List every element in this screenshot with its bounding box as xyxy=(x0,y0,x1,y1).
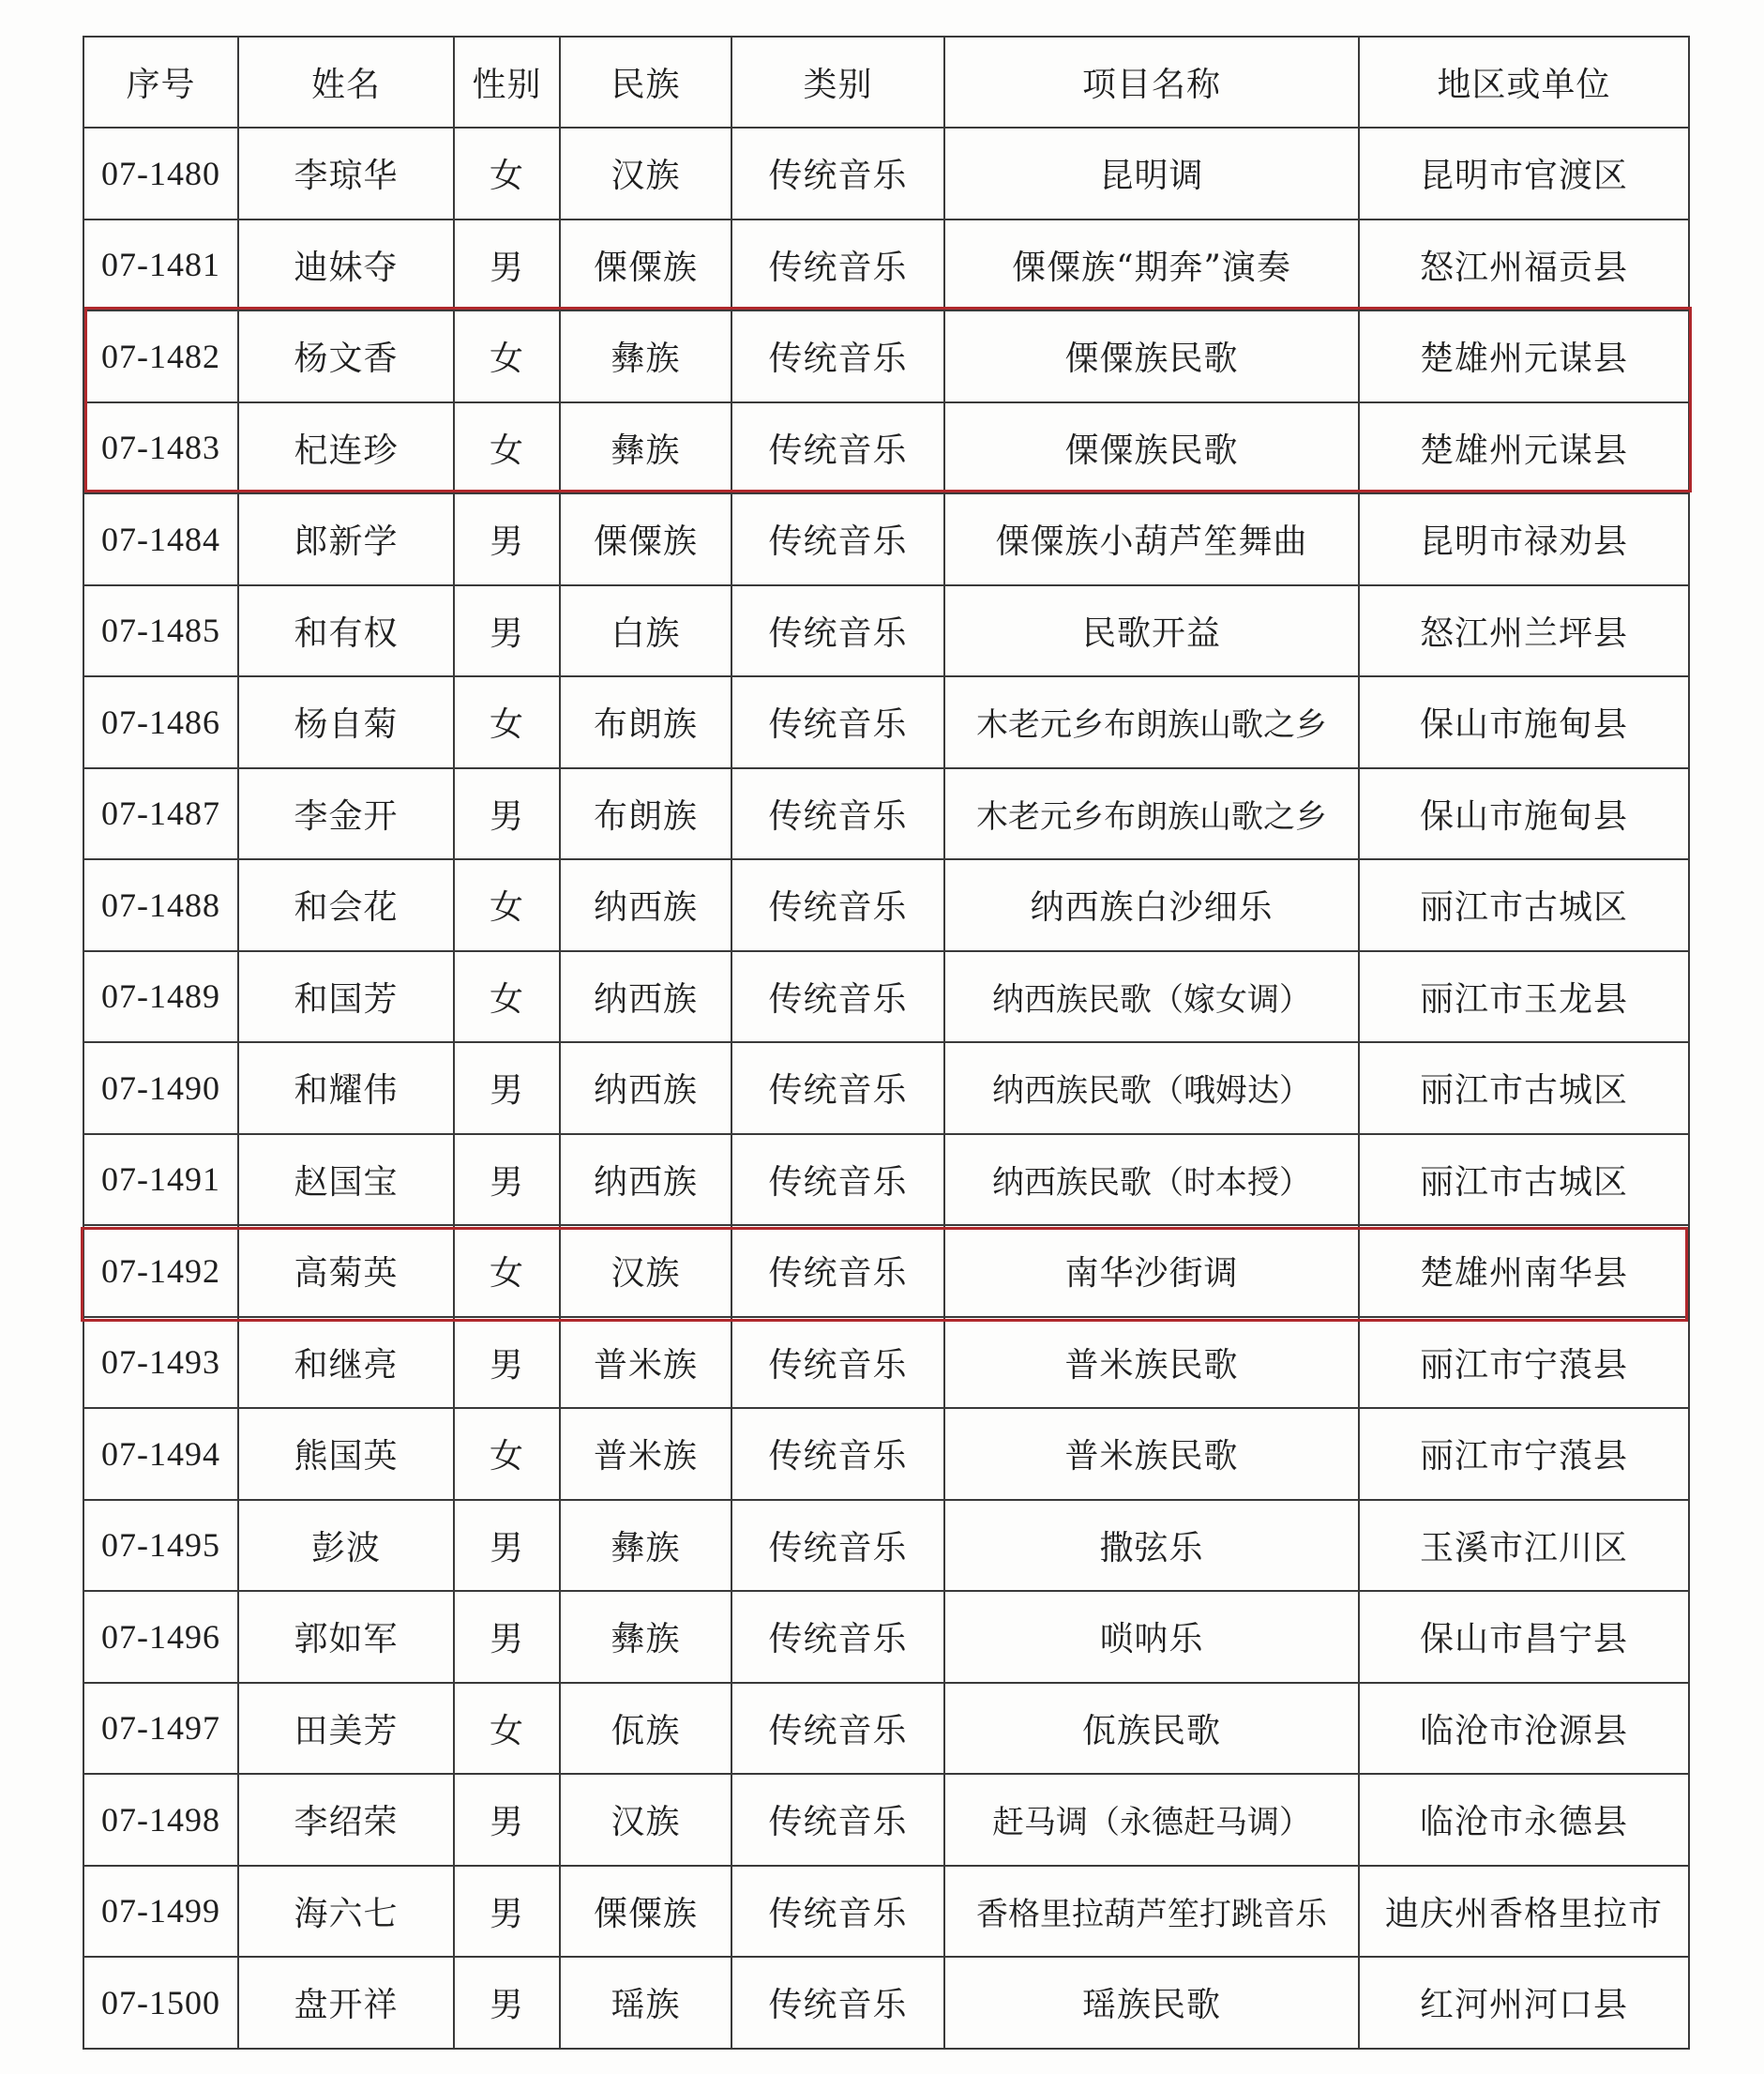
table-row xyxy=(83,1042,1689,1134)
cell-project-name: 纳西族民歌（时本授） xyxy=(944,1134,1359,1226)
cell-ethnicity: 傈僳族 xyxy=(560,493,731,585)
cell-gender: 女 xyxy=(454,951,560,1043)
cell-region: 丽江市玉龙县 xyxy=(1359,951,1689,1043)
cell-serial-number: 07-1491 xyxy=(83,1134,238,1226)
cell-gender: 男 xyxy=(454,1500,560,1592)
cell-serial-number: 07-1498 xyxy=(83,1774,238,1866)
cell-name: 郎新学 xyxy=(238,493,454,585)
header-name: 姓名 xyxy=(238,37,454,128)
cell-category: 传统音乐 xyxy=(731,1500,944,1592)
cell-project-name: 瑶族民歌 xyxy=(944,1957,1359,2049)
cell-ethnicity: 汉族 xyxy=(560,1774,731,1866)
cell-ethnicity: 彝族 xyxy=(560,1500,731,1592)
cell-region: 迪庆州香格里拉市 xyxy=(1359,1866,1689,1958)
cell-region: 临沧市永德县 xyxy=(1359,1774,1689,1866)
header-project-name: 项目名称 xyxy=(944,37,1359,128)
header-gender: 性别 xyxy=(454,37,560,128)
cell-category: 传统音乐 xyxy=(731,585,944,677)
cell-gender: 男 xyxy=(454,1134,560,1226)
cell-serial-number: 07-1481 xyxy=(83,220,238,311)
cell-region: 怒江州福贡县 xyxy=(1359,220,1689,311)
cell-serial-number: 07-1487 xyxy=(83,768,238,860)
cell-gender: 男 xyxy=(454,220,560,311)
cell-category: 传统音乐 xyxy=(731,1591,944,1683)
cell-serial-number: 07-1483 xyxy=(83,402,238,494)
cell-ethnicity: 彝族 xyxy=(560,402,731,494)
cell-name: 和耀伟 xyxy=(238,1042,454,1134)
cell-gender: 女 xyxy=(454,402,560,494)
cell-serial-number: 07-1497 xyxy=(83,1683,238,1775)
cell-category: 传统音乐 xyxy=(731,1683,944,1775)
cell-gender: 女 xyxy=(454,1683,560,1775)
cell-name: 赵国宝 xyxy=(238,1134,454,1226)
table-header-row xyxy=(83,37,1689,128)
cell-project-name: 民歌开益 xyxy=(944,585,1359,677)
cell-name: 杞连珍 xyxy=(238,402,454,494)
cell-region: 保山市施甸县 xyxy=(1359,768,1689,860)
cell-project-name: 纳西族白沙细乐 xyxy=(944,859,1359,951)
cell-category: 传统音乐 xyxy=(731,1866,944,1958)
cell-name: 杨自菊 xyxy=(238,676,454,768)
cell-category: 传统音乐 xyxy=(731,1225,944,1317)
cell-region: 丽江市古城区 xyxy=(1359,1042,1689,1134)
table-row xyxy=(83,859,1689,951)
cell-category: 传统音乐 xyxy=(731,1042,944,1134)
cell-serial-number: 07-1496 xyxy=(83,1591,238,1683)
table-row xyxy=(83,1866,1689,1958)
table-row xyxy=(83,1317,1689,1409)
cell-gender: 女 xyxy=(454,859,560,951)
cell-region: 昆明市禄劝县 xyxy=(1359,493,1689,585)
cell-project-name: 傈僳族“期奔”演奏 xyxy=(944,220,1359,311)
cell-name: 海六七 xyxy=(238,1866,454,1958)
cell-ethnicity: 普米族 xyxy=(560,1317,731,1409)
cell-serial-number: 07-1480 xyxy=(83,128,238,220)
cell-region: 楚雄州元谋县 xyxy=(1359,402,1689,494)
cell-category: 传统音乐 xyxy=(731,1408,944,1500)
cell-serial-number: 07-1485 xyxy=(83,585,238,677)
cell-gender: 男 xyxy=(454,1591,560,1683)
cell-category: 传统音乐 xyxy=(731,402,944,494)
cell-name: 迪妹夺 xyxy=(238,220,454,311)
table-row xyxy=(83,768,1689,860)
cell-region: 楚雄州南华县 xyxy=(1359,1225,1689,1317)
table-row xyxy=(83,1957,1689,2049)
cell-serial-number: 07-1490 xyxy=(83,1042,238,1134)
cell-ethnicity: 彝族 xyxy=(560,310,731,402)
cell-region: 保山市昌宁县 xyxy=(1359,1591,1689,1683)
heritage-inheritor-table xyxy=(83,36,1690,2050)
cell-ethnicity: 瑶族 xyxy=(560,1957,731,2049)
cell-ethnicity: 普米族 xyxy=(560,1408,731,1500)
table-row xyxy=(83,402,1689,494)
cell-name: 李琼华 xyxy=(238,128,454,220)
cell-serial-number: 07-1495 xyxy=(83,1500,238,1592)
cell-region: 丽江市古城区 xyxy=(1359,1134,1689,1226)
cell-category: 传统音乐 xyxy=(731,493,944,585)
cell-gender: 男 xyxy=(454,1866,560,1958)
cell-ethnicity: 布朗族 xyxy=(560,676,731,768)
cell-project-name: 南华沙街调 xyxy=(944,1225,1359,1317)
cell-category: 传统音乐 xyxy=(731,1134,944,1226)
cell-ethnicity: 汉族 xyxy=(560,128,731,220)
cell-name: 盘开祥 xyxy=(238,1957,454,2049)
cell-gender: 男 xyxy=(454,1774,560,1866)
table-row xyxy=(83,1500,1689,1592)
cell-gender: 女 xyxy=(454,1408,560,1500)
cell-name: 熊国英 xyxy=(238,1408,454,1500)
cell-ethnicity: 佤族 xyxy=(560,1683,731,1775)
cell-name: 杨文香 xyxy=(238,310,454,402)
cell-gender: 男 xyxy=(454,493,560,585)
cell-name: 田美芳 xyxy=(238,1683,454,1775)
cell-gender: 女 xyxy=(454,310,560,402)
cell-name: 彭波 xyxy=(238,1500,454,1592)
cell-ethnicity: 傈僳族 xyxy=(560,220,731,311)
header-category: 类别 xyxy=(731,37,944,128)
cell-serial-number: 07-1494 xyxy=(83,1408,238,1500)
table-row xyxy=(83,1225,1689,1317)
cell-serial-number: 07-1500 xyxy=(83,1957,238,2049)
cell-region: 楚雄州元谋县 xyxy=(1359,310,1689,402)
cell-serial-number: 07-1499 xyxy=(83,1866,238,1958)
table-row xyxy=(83,128,1689,220)
cell-name: 和国芳 xyxy=(238,951,454,1043)
table-row xyxy=(83,310,1689,402)
cell-category: 传统音乐 xyxy=(731,1317,944,1409)
cell-gender: 女 xyxy=(454,676,560,768)
cell-project-name: 香格里拉葫芦笙打跳音乐 xyxy=(944,1866,1359,1958)
cell-category: 传统音乐 xyxy=(731,310,944,402)
table-row xyxy=(83,1591,1689,1683)
header-serial-number: 序号 xyxy=(83,37,238,128)
cell-category: 传统音乐 xyxy=(731,1957,944,2049)
cell-category: 传统音乐 xyxy=(731,220,944,311)
cell-name: 和有权 xyxy=(238,585,454,677)
cell-category: 传统音乐 xyxy=(731,951,944,1043)
cell-project-name: 傈僳族民歌 xyxy=(944,402,1359,494)
cell-ethnicity: 汉族 xyxy=(560,1225,731,1317)
header-region: 地区或单位 xyxy=(1359,37,1689,128)
cell-project-name: 纳西族民歌（嫁女调） xyxy=(944,951,1359,1043)
cell-project-name: 撒弦乐 xyxy=(944,1500,1359,1592)
table-row xyxy=(83,676,1689,768)
table-row xyxy=(83,1683,1689,1775)
cell-ethnicity: 纳西族 xyxy=(560,951,731,1043)
cell-region: 丽江市宁蒗县 xyxy=(1359,1408,1689,1500)
table-row xyxy=(83,585,1689,677)
cell-serial-number: 07-1489 xyxy=(83,951,238,1043)
cell-name: 和会花 xyxy=(238,859,454,951)
cell-project-name: 唢呐乐 xyxy=(944,1591,1359,1683)
cell-project-name: 普米族民歌 xyxy=(944,1317,1359,1409)
cell-name: 李金开 xyxy=(238,768,454,860)
cell-gender: 男 xyxy=(454,1317,560,1409)
cell-project-name: 木老元乡布朗族山歌之乡 xyxy=(944,768,1359,860)
cell-ethnicity: 布朗族 xyxy=(560,768,731,860)
cell-ethnicity: 纳西族 xyxy=(560,859,731,951)
cell-project-name: 木老元乡布朗族山歌之乡 xyxy=(944,676,1359,768)
cell-project-name: 普米族民歌 xyxy=(944,1408,1359,1500)
cell-gender: 男 xyxy=(454,1042,560,1134)
cell-category: 传统音乐 xyxy=(731,1774,944,1866)
cell-serial-number: 07-1484 xyxy=(83,493,238,585)
cell-project-name: 佤族民歌 xyxy=(944,1683,1359,1775)
cell-category: 传统音乐 xyxy=(731,676,944,768)
cell-gender: 女 xyxy=(454,1225,560,1317)
table-row xyxy=(83,220,1689,311)
cell-region: 保山市施甸县 xyxy=(1359,676,1689,768)
cell-project-name: 傈僳族小葫芦笙舞曲 xyxy=(944,493,1359,585)
cell-region: 丽江市宁蒗县 xyxy=(1359,1317,1689,1409)
cell-serial-number: 07-1482 xyxy=(83,310,238,402)
table-row xyxy=(83,951,1689,1043)
cell-project-name: 赶马调（永德赶马调） xyxy=(944,1774,1359,1866)
cell-name: 高菊英 xyxy=(238,1225,454,1317)
header-ethnicity: 民族 xyxy=(560,37,731,128)
cell-serial-number: 07-1488 xyxy=(83,859,238,951)
cell-ethnicity: 纳西族 xyxy=(560,1042,731,1134)
cell-gender: 女 xyxy=(454,128,560,220)
cell-region: 昆明市官渡区 xyxy=(1359,128,1689,220)
cell-gender: 男 xyxy=(454,1957,560,2049)
cell-project-name: 昆明调 xyxy=(944,128,1359,220)
cell-region: 红河州河口县 xyxy=(1359,1957,1689,2049)
cell-serial-number: 07-1492 xyxy=(83,1225,238,1317)
cell-region: 怒江州兰坪县 xyxy=(1359,585,1689,677)
cell-project-name: 傈僳族民歌 xyxy=(944,310,1359,402)
table-row xyxy=(83,1774,1689,1866)
cell-ethnicity: 彝族 xyxy=(560,1591,731,1683)
cell-serial-number: 07-1493 xyxy=(83,1317,238,1409)
cell-region: 临沧市沧源县 xyxy=(1359,1683,1689,1775)
cell-category: 传统音乐 xyxy=(731,768,944,860)
cell-name: 郭如军 xyxy=(238,1591,454,1683)
cell-category: 传统音乐 xyxy=(731,128,944,220)
cell-serial-number: 07-1486 xyxy=(83,676,238,768)
table-row xyxy=(83,1134,1689,1226)
cell-ethnicity: 白族 xyxy=(560,585,731,677)
cell-gender: 男 xyxy=(454,585,560,677)
cell-category: 传统音乐 xyxy=(731,859,944,951)
cell-region: 玉溪市江川区 xyxy=(1359,1500,1689,1592)
cell-region: 丽江市古城区 xyxy=(1359,859,1689,951)
cell-ethnicity: 傈僳族 xyxy=(560,1866,731,1958)
table-row xyxy=(83,493,1689,585)
cell-name: 李绍荣 xyxy=(238,1774,454,1866)
table-row xyxy=(83,1408,1689,1500)
cell-project-name: 纳西族民歌（哦姆达） xyxy=(944,1042,1359,1134)
cell-gender: 男 xyxy=(454,768,560,860)
cell-ethnicity: 纳西族 xyxy=(560,1134,731,1226)
cell-name: 和继亮 xyxy=(238,1317,454,1409)
